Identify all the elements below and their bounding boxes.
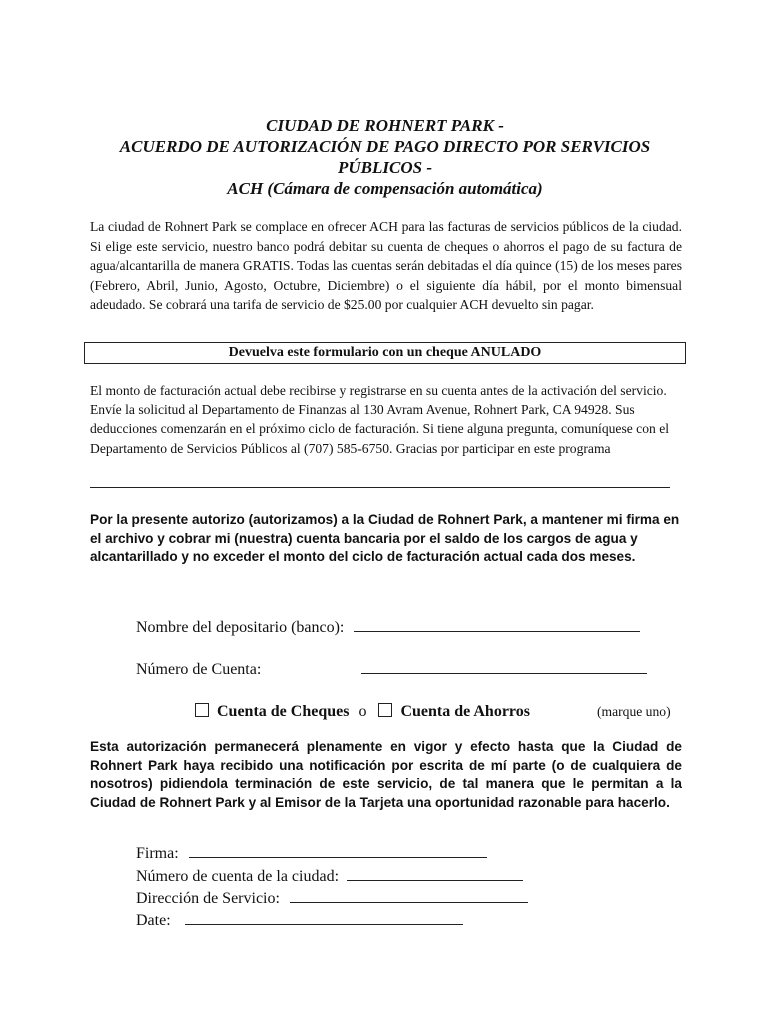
checking-checkbox[interactable] [195, 703, 209, 717]
service-address-row [136, 888, 528, 910]
billing-info-paragraph: El monto de facturación actual debe recibirse y registrarse en su cuenta antes de la activación del servicio. Envíe la solicitud al Departamento de Finanzas al 130 Avram Avenue, Rohnert Park, CA 94928. Sus deducciones comenzarán en el próximo ciclo de facturación. Si tiene alguna pregunta, comuníquese con el Departamento de Servicios Públicos al (707) 585-6750. Gracias por participar en este programa [90, 383, 670, 456]
date-label: Date: [136, 912, 171, 929]
authorization-statement: Por la presente autorizo (autorizamos) a la Ciudad de Rohnert Park, a mantener mi firma en el archivo y cobrar mi (nuestra) cuenta bancaria por el saldo de los cargos de agua y alcantarillado y no exceder el monto del ciclo de facturación actual cada dos meses. [90, 512, 680, 565]
service-address-input[interactable] [290, 888, 528, 903]
return-form-notice: Devuelva este formulario con un cheque ANULADO [84, 342, 686, 364]
savings-checkbox[interactable] [378, 703, 392, 717]
title-line-3: PÚBLICOS - [338, 158, 432, 177]
signature-label: Firma: [136, 845, 179, 862]
title-line-1: CIUDAD DE ROHNERT PARK - [266, 116, 504, 135]
checking-label: Cuenta de Cheques [217, 703, 350, 720]
account-number-label: Número de Cuenta: [136, 661, 262, 678]
title-line-2: ACUERDO DE AUTORIZACIÓN DE PAGO DIRECTO POR SERVICIOS [119, 137, 651, 156]
account-number-row [136, 659, 647, 680]
intro-paragraph: La ciudad de Rohnert Park se complace en ofrecer ACH para las facturas de servicios públicos de la ciudad. Si elige este servicio, nuestro banco podrá debitar su cuenta de cheques o ahorros el pago de su factura de agua/alcantarilla de manera GRATIS. Todas las cuentas serán debitadas el día quince (15) de los meses pares (Febrero, Abril, Junio, Agosto, Octubre, Diciembre) o el siguiente día hábil, por el monto bimensual adeudado. Se cobrará una tarifa de servicio de $25.00 por cualquier ACH devuelto sin pagar. [90, 219, 682, 313]
service-address-label: Dirección de Servicio: [136, 890, 280, 907]
city-account-label: Número de cuenta de la ciudad: [136, 868, 340, 885]
bank-name-input[interactable] [354, 617, 640, 632]
date-input[interactable] [185, 910, 463, 925]
signature-input[interactable] [189, 843, 487, 858]
or-text: o [358, 703, 367, 720]
authorization-duration-statement: Esta autorización permanecerá plenamente en vigor y efecto hasta que la Ciudad de Rohnert Park haya recibido una notificación por escrita de mí parte (o de cualquiera de nosotros) pidiendola terminación de este servicio, de tal manera que le permitan a la Ciudad de Rohnert Park y al Emisor de la Tarjeta una oportunidad razonable para hacerlo. [90, 739, 682, 810]
city-account-row [136, 866, 523, 888]
savings-label: Cuenta de Ahorros [400, 703, 530, 720]
title-line-4: ACH (Cámara de compensación automática) [227, 179, 543, 198]
signature-row [136, 843, 487, 865]
date-row [136, 910, 463, 932]
account-type-selector [195, 702, 530, 722]
bank-name-label: Nombre del depositario (banco): [136, 619, 345, 636]
bank-name-row [136, 617, 640, 638]
account-number-input[interactable] [361, 659, 647, 674]
choose-one-note: (marque uno) [597, 704, 671, 719]
document-title [90, 115, 680, 199]
section-divider [90, 487, 670, 488]
city-account-input[interactable] [347, 866, 523, 881]
